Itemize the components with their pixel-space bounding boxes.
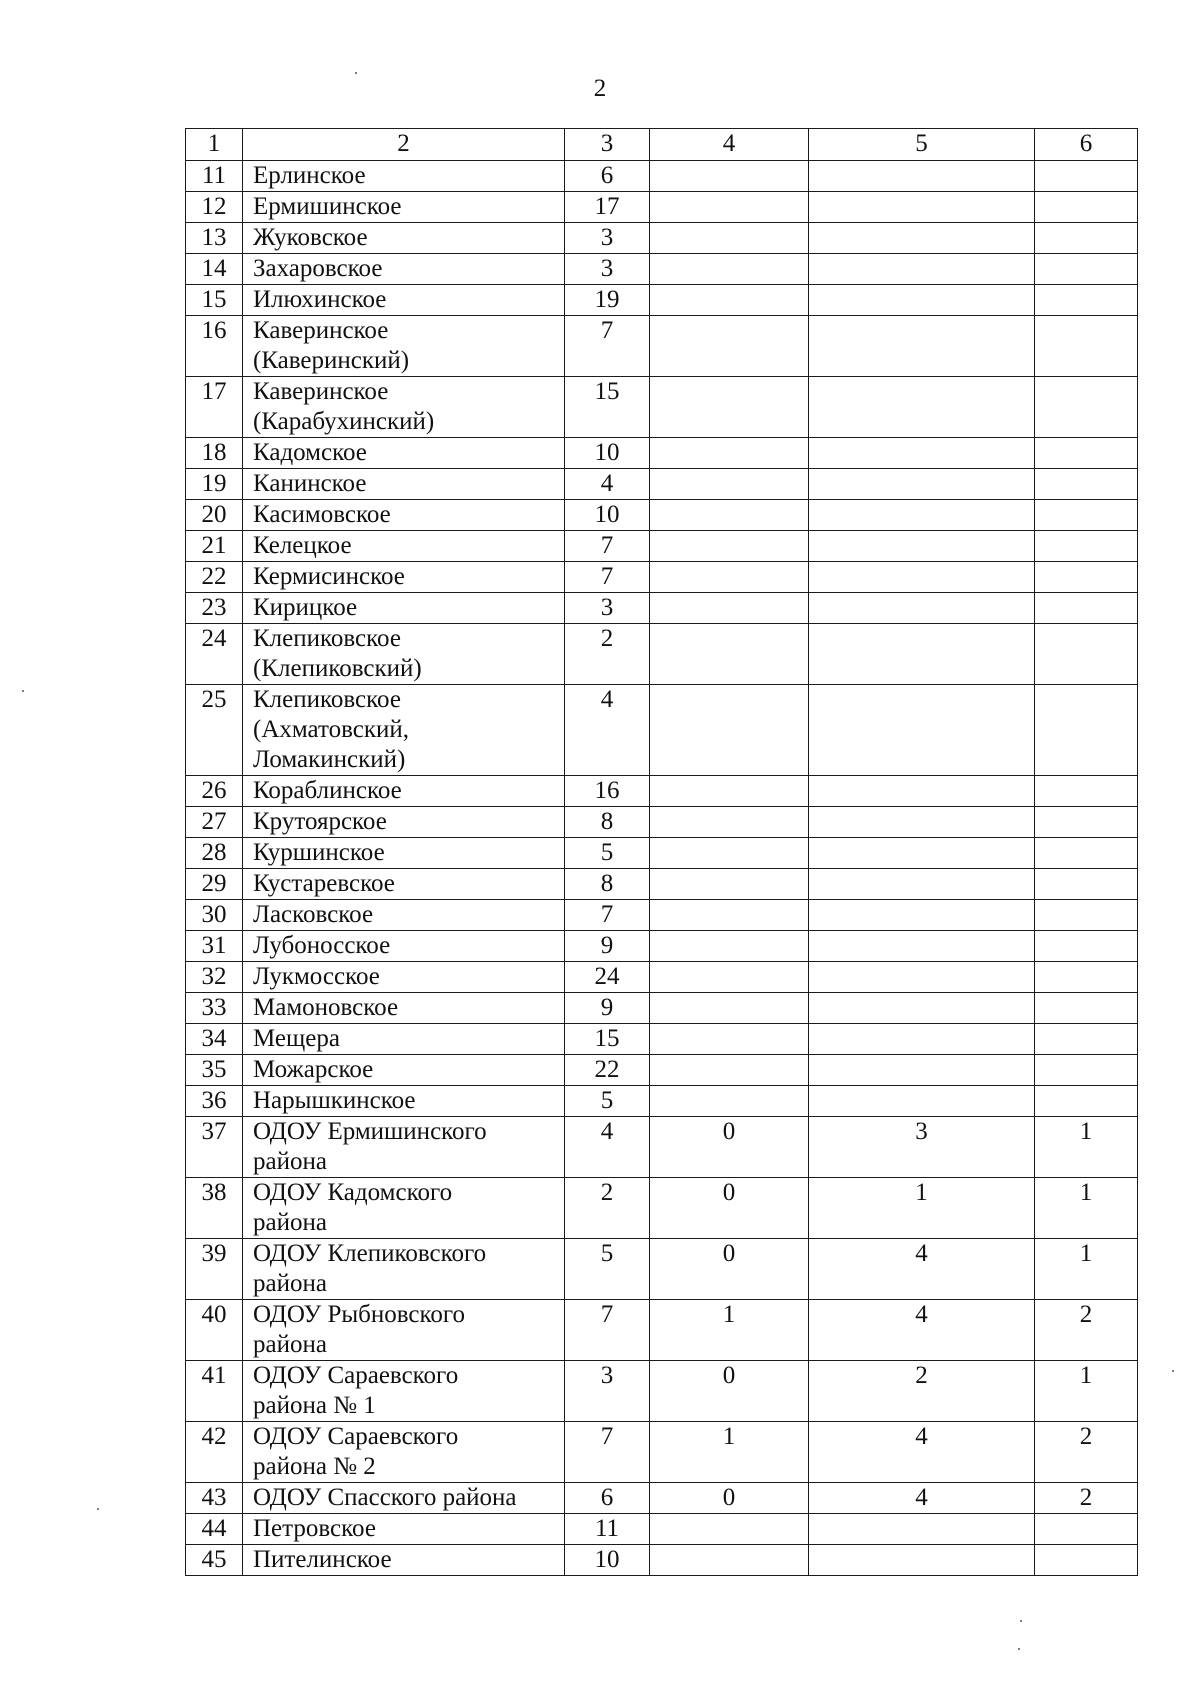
value-cell	[650, 285, 809, 316]
value-cell	[1035, 931, 1138, 962]
table-row	[186, 900, 1138, 931]
value-cell: 1	[650, 1300, 809, 1361]
row-number-cell: 44	[186, 1514, 243, 1545]
value-cell	[809, 685, 1035, 776]
table-row	[186, 438, 1138, 469]
row-number-cell: 17	[186, 377, 243, 438]
value-cell: 0	[650, 1483, 809, 1514]
value-cell	[1035, 438, 1138, 469]
value-cell: 4	[565, 685, 650, 776]
value-cell: 5	[565, 1239, 650, 1300]
name-cell: Клепиковское (Клепиковский)	[243, 624, 565, 685]
table-row	[186, 161, 1138, 192]
value-cell: 0	[650, 1117, 809, 1178]
row-number-cell: 12	[186, 192, 243, 223]
value-cell	[650, 685, 809, 776]
value-cell	[1035, 838, 1138, 869]
row-number-cell: 34	[186, 1024, 243, 1055]
name-cell: Куршинское	[243, 838, 565, 869]
value-cell: 3	[565, 593, 650, 624]
value-cell: 4	[809, 1300, 1035, 1361]
table-row	[186, 285, 1138, 316]
value-cell	[650, 776, 809, 807]
value-cell: 2	[565, 624, 650, 685]
value-cell: 24	[565, 962, 650, 993]
value-cell	[650, 531, 809, 562]
value-cell	[809, 316, 1035, 377]
row-number-cell: 24	[186, 624, 243, 685]
value-cell: 5	[565, 838, 650, 869]
name-cell: Нарышкинское	[243, 1086, 565, 1117]
value-cell: 3	[809, 1117, 1035, 1178]
row-number-cell: 37	[186, 1117, 243, 1178]
table-row	[186, 1300, 1138, 1361]
table-row	[186, 531, 1138, 562]
value-cell	[809, 469, 1035, 500]
value-cell	[1035, 993, 1138, 1024]
name-cell: Захаровское	[243, 254, 565, 285]
value-cell	[809, 1055, 1035, 1086]
name-cell: Келецкое	[243, 531, 565, 562]
value-cell	[1035, 1545, 1138, 1576]
value-cell: 7	[565, 531, 650, 562]
value-cell: 6	[565, 161, 650, 192]
column-header: 3	[565, 129, 650, 161]
row-number-cell: 16	[186, 316, 243, 377]
row-number-cell: 13	[186, 223, 243, 254]
name-cell: Кораблинское	[243, 776, 565, 807]
table-row	[186, 1055, 1138, 1086]
value-cell: 2	[1035, 1300, 1138, 1361]
value-cell: 10	[565, 1545, 650, 1576]
name-cell: Петровское	[243, 1514, 565, 1545]
value-cell	[809, 161, 1035, 192]
table-row	[186, 1086, 1138, 1117]
value-cell	[650, 593, 809, 624]
value-cell: 4	[809, 1422, 1035, 1483]
table-row	[186, 1483, 1138, 1514]
name-cell: Каверинское (Карабухинский)	[243, 377, 565, 438]
table-row	[186, 254, 1138, 285]
value-cell: 7	[565, 316, 650, 377]
table-row	[186, 500, 1138, 531]
value-cell	[650, 931, 809, 962]
scan-speck	[1020, 1620, 1022, 1622]
value-cell: 0	[650, 1178, 809, 1239]
value-cell	[1035, 469, 1138, 500]
table-row	[186, 931, 1138, 962]
name-cell: Илюхинское	[243, 285, 565, 316]
table-row	[186, 223, 1138, 254]
header-row	[186, 129, 1138, 161]
value-cell	[1035, 1514, 1138, 1545]
name-cell: ОДОУ Сараевского района № 1	[243, 1361, 565, 1422]
table-row	[186, 1514, 1138, 1545]
row-number-cell: 22	[186, 562, 243, 593]
name-cell: ОДОУ Спасского района	[243, 1483, 565, 1514]
value-cell: 9	[565, 993, 650, 1024]
value-cell	[809, 377, 1035, 438]
table-row	[186, 962, 1138, 993]
row-number-cell: 15	[186, 285, 243, 316]
value-cell	[650, 562, 809, 593]
value-cell	[1035, 1024, 1138, 1055]
table-row	[186, 1545, 1138, 1576]
name-cell: Мамоновское	[243, 993, 565, 1024]
name-cell: Кадомское	[243, 438, 565, 469]
value-cell: 17	[565, 192, 650, 223]
table-body	[186, 161, 1138, 1576]
row-number-cell: 40	[186, 1300, 243, 1361]
name-cell: Кирицкое	[243, 593, 565, 624]
value-cell: 1	[809, 1178, 1035, 1239]
value-cell: 3	[565, 1361, 650, 1422]
value-cell: 3	[565, 223, 650, 254]
page-number: 2	[593, 75, 607, 102]
value-cell	[809, 254, 1035, 285]
table-row	[186, 1024, 1138, 1055]
value-cell	[809, 1545, 1035, 1576]
name-cell: Клепиковское (Ахматовский, Ломакинский)	[243, 685, 565, 776]
value-cell: 0	[650, 1239, 809, 1300]
value-cell: 4	[809, 1483, 1035, 1514]
table-row	[186, 624, 1138, 685]
scan-speck	[97, 1508, 99, 1510]
row-number-cell: 29	[186, 869, 243, 900]
name-cell: Касимовское	[243, 500, 565, 531]
value-cell: 1	[650, 1422, 809, 1483]
row-number-cell: 38	[186, 1178, 243, 1239]
value-cell	[650, 254, 809, 285]
row-number-cell: 23	[186, 593, 243, 624]
name-cell: Можарское	[243, 1055, 565, 1086]
name-cell: ОДОУ Кадомского района	[243, 1178, 565, 1239]
row-number-cell: 18	[186, 438, 243, 469]
value-cell	[650, 900, 809, 931]
value-cell	[650, 469, 809, 500]
value-cell: 2	[565, 1178, 650, 1239]
value-cell	[650, 161, 809, 192]
value-cell: 1	[1035, 1361, 1138, 1422]
table-row	[186, 1422, 1138, 1483]
value-cell	[809, 500, 1035, 531]
value-cell	[1035, 161, 1138, 192]
value-cell	[1035, 776, 1138, 807]
value-cell: 9	[565, 931, 650, 962]
row-number-cell: 19	[186, 469, 243, 500]
value-cell	[1035, 285, 1138, 316]
value-cell	[809, 192, 1035, 223]
value-cell: 15	[565, 1024, 650, 1055]
name-cell: Канинское	[243, 469, 565, 500]
value-cell	[809, 285, 1035, 316]
row-number-cell: 43	[186, 1483, 243, 1514]
value-cell	[809, 624, 1035, 685]
value-cell: 11	[565, 1514, 650, 1545]
value-cell	[650, 869, 809, 900]
name-cell: Кустаревское	[243, 869, 565, 900]
row-number-cell: 35	[186, 1055, 243, 1086]
row-number-cell: 21	[186, 531, 243, 562]
value-cell	[650, 838, 809, 869]
table-row	[186, 593, 1138, 624]
name-cell: Ласковское	[243, 900, 565, 931]
value-cell	[650, 1055, 809, 1086]
value-cell	[809, 931, 1035, 962]
name-cell: Жуковское	[243, 223, 565, 254]
table-row	[186, 838, 1138, 869]
name-cell: ОДОУ Рыбновского района	[243, 1300, 565, 1361]
row-number-cell: 39	[186, 1239, 243, 1300]
value-cell: 0	[650, 1361, 809, 1422]
value-cell	[809, 1514, 1035, 1545]
value-cell: 2	[1035, 1422, 1138, 1483]
column-header: 1	[186, 129, 243, 161]
row-number-cell: 11	[186, 161, 243, 192]
value-cell	[809, 593, 1035, 624]
value-cell	[1035, 223, 1138, 254]
table-row	[186, 869, 1138, 900]
value-cell	[1035, 624, 1138, 685]
value-cell	[650, 223, 809, 254]
data-table	[185, 128, 1138, 1576]
row-number-cell: 30	[186, 900, 243, 931]
row-number-cell: 42	[186, 1422, 243, 1483]
value-cell: 10	[565, 500, 650, 531]
value-cell	[809, 1024, 1035, 1055]
scan-speck	[1018, 1648, 1020, 1650]
value-cell	[650, 1086, 809, 1117]
value-cell	[809, 962, 1035, 993]
name-cell: Крутоярское	[243, 807, 565, 838]
name-cell: Мещера	[243, 1024, 565, 1055]
table-row	[186, 993, 1138, 1024]
row-number-cell: 36	[186, 1086, 243, 1117]
value-cell	[809, 438, 1035, 469]
row-number-cell: 26	[186, 776, 243, 807]
row-number-cell: 20	[186, 500, 243, 531]
name-cell: Каверинское (Каверинский)	[243, 316, 565, 377]
value-cell	[809, 776, 1035, 807]
value-cell	[809, 531, 1035, 562]
value-cell	[650, 316, 809, 377]
table-row	[186, 1361, 1138, 1422]
value-cell	[1035, 531, 1138, 562]
value-cell	[650, 500, 809, 531]
value-cell: 2	[809, 1361, 1035, 1422]
value-cell	[650, 438, 809, 469]
value-cell	[1035, 962, 1138, 993]
value-cell	[1035, 593, 1138, 624]
value-cell	[809, 993, 1035, 1024]
table-row	[186, 192, 1138, 223]
name-cell: Лукмосское	[243, 962, 565, 993]
value-cell: 6	[565, 1483, 650, 1514]
table-row	[186, 776, 1138, 807]
column-header: 6	[1035, 129, 1138, 161]
name-cell: ОДОУ Ермишинского района	[243, 1117, 565, 1178]
table-row	[186, 1178, 1138, 1239]
value-cell: 19	[565, 285, 650, 316]
scan-speck	[355, 72, 357, 74]
value-cell	[650, 993, 809, 1024]
value-cell	[650, 1514, 809, 1545]
value-cell: 3	[565, 254, 650, 285]
value-cell: 16	[565, 776, 650, 807]
row-number-cell: 28	[186, 838, 243, 869]
value-cell	[809, 562, 1035, 593]
value-cell: 7	[565, 562, 650, 593]
value-cell: 7	[565, 900, 650, 931]
table-row	[186, 1117, 1138, 1178]
value-cell	[1035, 562, 1138, 593]
column-header: 2	[243, 129, 565, 161]
row-number-cell: 41	[186, 1361, 243, 1422]
value-cell	[1035, 500, 1138, 531]
value-cell	[809, 838, 1035, 869]
value-cell	[650, 192, 809, 223]
value-cell: 4	[565, 1117, 650, 1178]
value-cell: 2	[1035, 1483, 1138, 1514]
name-cell: Лубоносское	[243, 931, 565, 962]
value-cell	[1035, 1086, 1138, 1117]
value-cell: 7	[565, 1422, 650, 1483]
value-cell: 4	[565, 469, 650, 500]
value-cell	[809, 900, 1035, 931]
column-header: 5	[809, 129, 1035, 161]
value-cell	[809, 1086, 1035, 1117]
name-cell: Ерлинское	[243, 161, 565, 192]
value-cell	[650, 1545, 809, 1576]
name-cell: ОДОУ Сараевского района № 2	[243, 1422, 565, 1483]
value-cell	[1035, 254, 1138, 285]
value-cell	[1035, 316, 1138, 377]
name-cell: Пителинское	[243, 1545, 565, 1576]
value-cell: 15	[565, 377, 650, 438]
table-row	[186, 316, 1138, 377]
row-number-cell: 14	[186, 254, 243, 285]
table-row	[186, 807, 1138, 838]
value-cell: 1	[1035, 1239, 1138, 1300]
value-cell	[650, 1024, 809, 1055]
scan-speck	[1172, 1370, 1174, 1372]
value-cell: 8	[565, 869, 650, 900]
row-number-cell: 27	[186, 807, 243, 838]
value-cell	[650, 962, 809, 993]
value-cell: 1	[1035, 1178, 1138, 1239]
row-number-cell: 31	[186, 931, 243, 962]
value-cell	[650, 807, 809, 838]
value-cell	[809, 869, 1035, 900]
table-row	[186, 685, 1138, 776]
value-cell	[1035, 900, 1138, 931]
value-cell	[650, 624, 809, 685]
value-cell: 8	[565, 807, 650, 838]
name-cell: Кермисинское	[243, 562, 565, 593]
row-number-cell: 25	[186, 685, 243, 776]
value-cell	[1035, 192, 1138, 223]
value-cell: 1	[1035, 1117, 1138, 1178]
table-row	[186, 377, 1138, 438]
value-cell	[809, 807, 1035, 838]
value-cell	[1035, 1055, 1138, 1086]
value-cell: 5	[565, 1086, 650, 1117]
value-cell	[1035, 377, 1138, 438]
value-cell: 4	[809, 1239, 1035, 1300]
row-number-cell: 33	[186, 993, 243, 1024]
value-cell	[650, 377, 809, 438]
value-cell	[1035, 807, 1138, 838]
value-cell	[1035, 869, 1138, 900]
value-cell: 7	[565, 1300, 650, 1361]
scan-speck	[22, 690, 24, 692]
value-cell: 10	[565, 438, 650, 469]
name-cell: Ермишинское	[243, 192, 565, 223]
value-cell	[1035, 685, 1138, 776]
row-number-cell: 32	[186, 962, 243, 993]
table-row	[186, 469, 1138, 500]
row-number-cell: 45	[186, 1545, 243, 1576]
name-cell: ОДОУ Клепиковского района	[243, 1239, 565, 1300]
table-row	[186, 1239, 1138, 1300]
table-row	[186, 562, 1138, 593]
column-header: 4	[650, 129, 809, 161]
value-cell: 22	[565, 1055, 650, 1086]
value-cell	[809, 223, 1035, 254]
